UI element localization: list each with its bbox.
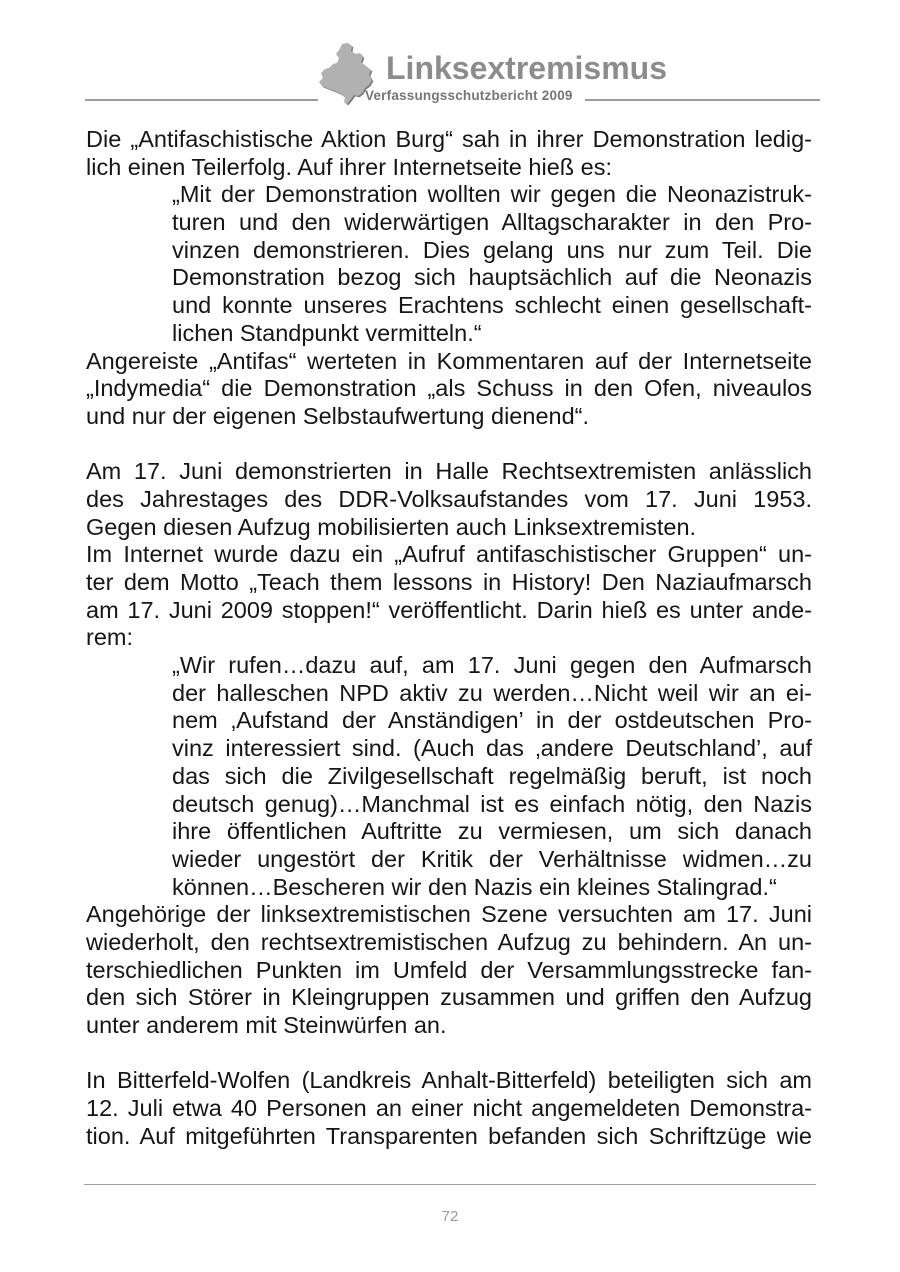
quote-line: turen und den widerwärtigen Alltagscharakter in den Pro-: [172, 209, 812, 236]
text-line: lich einen Teilerfolg. Auf ihrer Internetseite hieß es:: [86, 153, 612, 180]
quote-line: Demonstration bezog sich hauptsächlich auf die Neonazis: [172, 264, 812, 291]
header-title: Linksextremismus: [386, 50, 668, 86]
text-line: ter dem Motto „Teach them lessons in History! Den Naziaufmarsch: [86, 569, 812, 595]
text-line: den sich Störer in Kleingruppen zusammen und griffen den Aufzug: [86, 984, 812, 1011]
text-line: 12. Juli etwa 40 Personen an einer nicht angemeldeten Demonstra-: [86, 1095, 812, 1122]
quote-line: der halleschen NPD aktiv zu werden…Nicht weil wir an ei-: [172, 679, 812, 706]
header-rule-right: [585, 99, 820, 101]
header-rule-left: [85, 99, 318, 101]
text-line: terschiedlichen Punkten im Umfeld der Versammlungsstrecke fan-: [86, 956, 812, 983]
text-line: des Jahrestages des DDR-Volksaufstandes vom 17. Juni 1953.: [86, 485, 812, 512]
text-line: „Indymedia“ die Demonstration „als Schuss in den Ofen, niveaulos: [86, 375, 812, 402]
text-line: Gegen diesen Aufzug mobilisierten auch Linksextremisten.: [86, 513, 697, 540]
quote-line: wieder ungestört der Kritik der Verhältnisse widmen…zu: [172, 845, 812, 872]
paragraph: [86, 348, 812, 431]
paragraph-gap: [86, 1040, 812, 1068]
text-line: rem:: [86, 624, 133, 651]
block-quote: [172, 181, 812, 347]
paragraph: [86, 126, 812, 181]
text-line: Im Internet wurde dazu ein „Aufruf antifaschistischer Gruppen“ un-: [86, 541, 812, 568]
quote-line: „Wir rufen…dazu auf, am 17. Juni gegen den Aufmarsch: [172, 652, 812, 679]
text-line: Angereiste „Antifas“ werteten in Kommentaren auf der Internetseite: [86, 347, 812, 374]
paragraph: [86, 541, 812, 652]
quote-line: nem ‚Aufstand der Anständigen’ in der ostdeutschen Pro-: [172, 707, 812, 734]
text-line: Angehörige der linksextremistischen Szene versuchten am 17. Juni: [86, 901, 812, 928]
quote-line: „Mit der Demonstration wollten wir gegen die Neonazistruk-: [172, 181, 812, 208]
page-number: 72: [441, 1208, 459, 1225]
paragraph-gap: [86, 431, 812, 459]
footer-rule: [84, 1184, 816, 1185]
quote-line: können…Bescheren wir den Nazis ein kleines Stalingrad.“: [172, 873, 777, 900]
header-subtitle: Verfassungsschutzbericht 2009: [365, 88, 573, 103]
text-line: wiederholt, den rechtsextremistischen Aufzug zu behindern. An un-: [86, 928, 812, 955]
paragraph: [86, 458, 812, 541]
text-line: am 17. Juni 2009 stoppen!“ veröffentlicht. Darin hieß es unter ande-: [86, 596, 812, 623]
text-line: Die „Antifaschistische Aktion Burg“ sah in ihrer Demonstration ledig-: [86, 126, 812, 152]
text-line: unter anderem mit Steinwürfen an.: [86, 1012, 447, 1038]
quote-line: vinzen demonstrieren. Dies gelang uns nur zum Teil. Die: [172, 236, 812, 263]
text-line: In Bitterfeld-Wolfen (Landkreis Anhalt-Bitterfeld) beteiligten sich am: [86, 1067, 812, 1094]
quote-line: das sich die Zivilgesellschaft regelmäßig beruft, ist noch: [172, 762, 812, 789]
quote-line: deutsch genug)…Manchmal ist es einfach nötig, den Nazis: [172, 790, 812, 817]
quote-line: lichen Standpunkt vermitteln.“: [172, 319, 482, 346]
body-text: [86, 126, 812, 1150]
text-line: und nur der eigenen Selbstaufwertung dienend“.: [86, 402, 590, 429]
quote-line: ihre öffentlichen Auftritte zu vermiesen, um sich danach: [172, 818, 812, 845]
quote-line: vinz interessiert sind. (Auch das ‚andere Deutschland’, auf: [172, 735, 812, 762]
paragraph: [86, 1067, 812, 1150]
text-line: tion. Auf mitgeführten Transparenten befanden sich Schriftzüge wie: [86, 1122, 812, 1149]
quote-line: und konnte unseres Erachtens schlecht einen gesellschaft-: [172, 292, 812, 319]
paragraph: [86, 901, 812, 1039]
block-quote: [172, 652, 812, 901]
text-line: Am 17. Juni demonstrierten in Halle Rechtsextremisten anlässlich: [86, 458, 812, 485]
